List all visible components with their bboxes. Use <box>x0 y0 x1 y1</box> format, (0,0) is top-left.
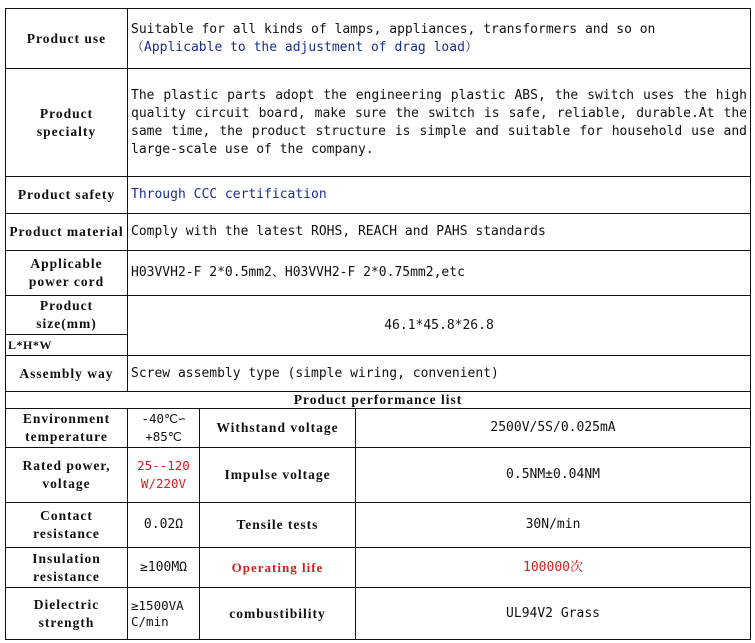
operating-life-label: Operating life <box>200 548 356 588</box>
insulation-resistance-value: ≥100MΩ <box>128 548 200 588</box>
power-cord-label: Applicable power cord <box>6 251 128 296</box>
product-safety-label: Product safety <box>6 177 128 214</box>
row-assembly-way <box>6 356 751 392</box>
power-cord-value: H03VVH2-F 2*0.5mm2、H03VVH2-F 2*0.75mm2,etc <box>128 251 751 296</box>
product-size-sublabel: L*H*W <box>6 335 128 356</box>
row-product-specialty <box>6 69 751 177</box>
insulation-resistance-label: Insulation resistance <box>6 548 128 588</box>
withstand-voltage-value: 2500V/5S/0.025mA <box>356 409 751 448</box>
performance-row <box>6 588 751 640</box>
performance-row <box>6 409 751 448</box>
contact-resistance-label: Contact resistance <box>6 503 128 548</box>
row-product-material <box>6 214 751 251</box>
performance-row <box>6 548 751 588</box>
product-use-value <box>128 9 751 69</box>
operating-life-value: 100000次 <box>356 548 751 588</box>
withstand-voltage-label: Withstand voltage <box>200 409 356 448</box>
impulse-voltage-value: 0.5NM±0.04NM <box>356 448 751 503</box>
product-use-label: Product use <box>6 9 128 69</box>
rated-power-voltage-value: 25--120W/220V <box>128 448 200 503</box>
row-power-cord <box>6 251 751 296</box>
assembly-way-value: Screw assembly type (simple wiring, convenient) <box>128 356 751 392</box>
row-product-safety <box>6 177 751 214</box>
row-product-size <box>6 296 751 335</box>
product-use-line2: （Applicable to the adjustment of drag load） <box>131 39 478 55</box>
tensile-tests-value: 30N/min <box>356 503 751 548</box>
dielectric-strength-label: Dielectric strength <box>6 588 128 640</box>
row-performance-header <box>6 392 751 409</box>
contact-resistance-value: 0.02Ω <box>128 503 200 548</box>
combustibility-value: UL94V2 Grass <box>356 588 751 640</box>
tensile-tests-label: Tensile tests <box>200 503 356 548</box>
rated-power-voltage-label: Rated power, voltage <box>6 448 128 503</box>
product-specialty-label: Product specialty <box>6 69 128 177</box>
performance-header: Product performance list <box>6 392 751 409</box>
environment-temperature-value: -40℃∽ +85℃ <box>128 409 200 448</box>
row-product-use <box>6 9 751 69</box>
product-material-label: Product material <box>6 214 128 251</box>
product-safety-value: Through CCC certification <box>128 177 751 214</box>
combustibility-label: combustibility <box>200 588 356 640</box>
assembly-way-label: Assembly way <box>6 356 128 392</box>
performance-row <box>6 448 751 503</box>
dielectric-strength-value: ≥1500VAC/min <box>128 588 200 640</box>
environment-temperature-label: Environment temperature <box>6 409 128 448</box>
product-spec-table <box>5 8 751 640</box>
performance-row <box>6 503 751 548</box>
product-size-value: 46.1*45.8*26.8 <box>128 296 751 356</box>
impulse-voltage-label: Impulse voltage <box>200 448 356 503</box>
product-material-value: Comply with the latest ROHS, REACH and PAHS standards <box>128 214 751 251</box>
product-specialty-value: The plastic parts adopt the engineering plastic ABS, the switch uses the high quality circuit board, make sure the switch is safe, reliable, durable.At the same time, the product structure is simple and suitable for household use and large-scale use of the company. <box>128 69 751 177</box>
product-use-line1: Suitable for all kinds of lamps, appliances, transformers and so on <box>131 21 656 37</box>
product-size-label: Product size(mm) <box>6 296 128 335</box>
